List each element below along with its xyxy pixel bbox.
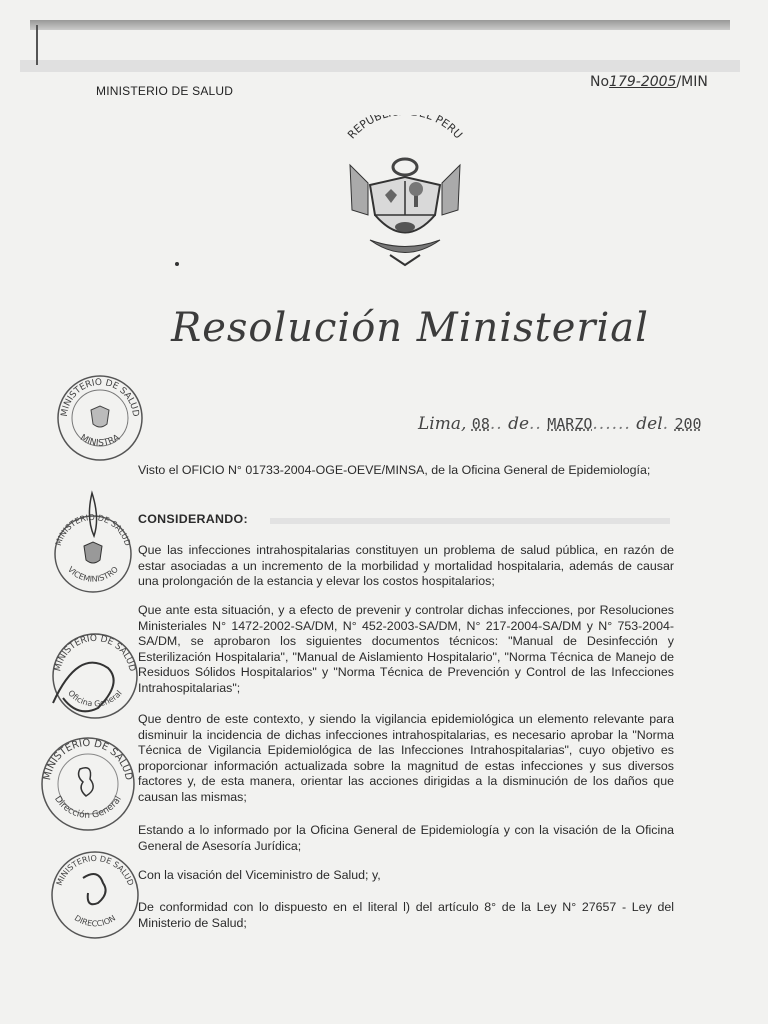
considerando-heading: CONSIDERANDO: (138, 512, 248, 526)
svg-text:Dirección General: Dirección General (52, 794, 124, 821)
viceministro-seal-stamp (50, 488, 136, 598)
crest-caption: REPUB L PERU (345, 115, 465, 142)
document-number (590, 74, 708, 90)
visto-paragraph: Visto el OFICIO N° 01733-2004-OGE-OEVE/MINSA, de la Oficina General de Epidemiología; (138, 463, 651, 477)
paragraph-2: Que ante esta situación, y a efecto de prevenir y controlar dichas infecciones, por Resoluciones Ministeriales N° 1472-2002-SA/DM, N° 452-2003-SA/DM, N° 217-2004-SA/DM y N° 753-2004-SA/DM, se aprobaron los siguientes documentos técnicos: "Manual de Desinfección y Esterilización Hospitalaria", "Manual de Aislamiento Hospitalario", "Norma Técnica de Manejo de Residuos Sólidos Hospitalarios" y "Norma Técnica de Prevención y Control de las Infecciones Intrahospitalarias"; (138, 603, 674, 695)
date-month: MARZO (547, 415, 593, 433)
svg-text:MINISTERIO DE SALUD: MINISTERIO DE SALUD (42, 737, 134, 782)
paragraph-1: Que las infecciones intrahospitalarias constituyen un problema de salud pública, en razón de estar asociadas a un incremento de la morbilidad y mortalidad hospitalaria, además de causar una prolongación de la estancia y elevar los costos hospitalarios; (138, 543, 674, 588)
date-place: Lima, (418, 414, 467, 434)
svg-text:MINISTERIO DE SALUD: MINISTERIO DE SALUD (53, 633, 137, 673)
svg-text:Oficina General: Oficina General (66, 688, 124, 709)
date-line: Lima, 08.. de.. MARZO...... del. 200 (418, 414, 702, 434)
doc-number-value: 179-2005 (609, 74, 677, 90)
date-del: del (636, 414, 663, 434)
scan-top-band (30, 20, 730, 30)
direccion-general-seal-stamp (38, 734, 138, 834)
svg-text:REPUBLICA DEL PERU (345, 115, 465, 141)
ministra-seal-stamp (55, 372, 145, 464)
doc-number-prefix: No (590, 74, 610, 90)
paragraph-3: Que dentro de este contexto, y siendo la vigilancia epidemiológica un elemento relevante para disminuir la incidencia de dichas infecciones intrahospitalarias, es necesario aprobar la "Norma Técnica de Vigilancia Epidemiológica de las Infecciones Intrahospitalarias", cuyo objetivo es proporcionar información actualizada sobre la magnitud de estas infecciones y sus diversos factores y, de esta manera, orientar las acciones dirigidas a la disminución de los daños que causan las mismas; (138, 712, 674, 804)
date-de: de (508, 414, 530, 434)
oficina-general-seal-stamp (48, 628, 143, 723)
svg-text:MINISTERIO DE SALUD: MINISTERIO DE SALUD (53, 512, 133, 547)
scan-left-rule (36, 25, 38, 65)
svg-text:VICEMINISTRO: VICEMINISTRO (66, 564, 120, 584)
scan-shadow-band (20, 60, 740, 72)
scan-speck (175, 262, 179, 266)
svg-text:MINISTERIO DE SALUD: MINISTERIO DE SALUD (59, 377, 141, 418)
paragraph-6: De conformidad con lo dispuesto en el literal l) del artículo 8° de la Ley N° 27657 - Ley del Ministerio de Salud; (138, 900, 674, 930)
paragraph-4: Estando a lo informado por la Oficina General de Epidemiología y con la visación de la Oficina General de Asesoría Jurídica; (138, 823, 674, 853)
direccion-seal-stamp (48, 848, 143, 943)
svg-text:MINISTERIO DE SALUD: MINISTERIO DE SALUD (54, 853, 136, 887)
date-year: 200 (674, 415, 702, 433)
svg-text:DIRECCION: DIRECCION (72, 913, 118, 929)
coat-of-arms-emblem (330, 115, 480, 275)
doc-number-suffix: /MIN (676, 74, 708, 90)
ministry-header: MINISTERIO DE SALUD (96, 84, 234, 98)
svg-text:MINISTRA: MINISTRA (78, 433, 122, 449)
paragraph-5: Con la visación del Viceministro de Salud; y, (138, 868, 381, 882)
date-day: 08 (471, 415, 490, 433)
scan-bleed-through (270, 518, 670, 524)
document-title: Resolución Ministerial (171, 305, 649, 351)
